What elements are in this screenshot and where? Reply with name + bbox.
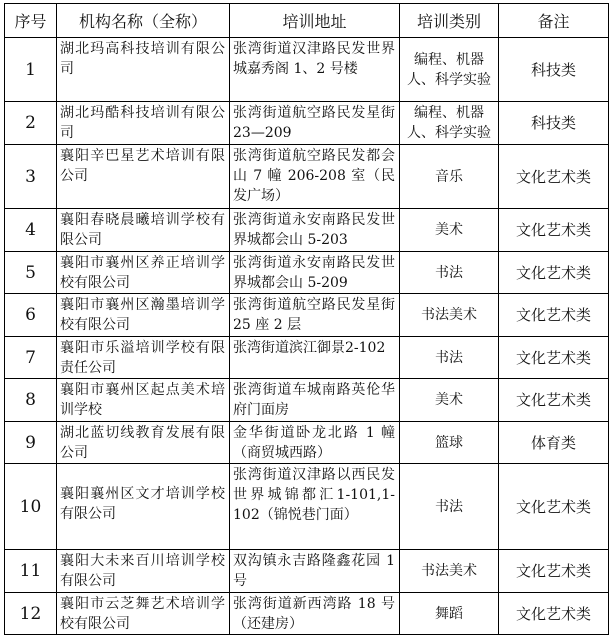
cell-note: 文化艺术类 bbox=[499, 145, 609, 209]
cell-addr bbox=[230, 252, 400, 294]
cell-name-text: 襄阳市云芝舞艺术培训学校有限公司 bbox=[60, 596, 225, 632]
cell-name bbox=[57, 145, 230, 209]
cell-name bbox=[57, 593, 230, 635]
cell-type: 美术 bbox=[400, 379, 499, 422]
table-row bbox=[5, 252, 609, 294]
cell-name bbox=[57, 379, 230, 422]
cell-note: 文化艺术类 bbox=[499, 464, 609, 550]
cell-addr-text: 张湾街道滨江御景2-102 bbox=[233, 340, 386, 356]
training-institutions-table bbox=[4, 3, 609, 635]
cell-type: 书法 bbox=[400, 337, 499, 379]
cell-type: 音乐 bbox=[400, 145, 499, 209]
cell-type: 编程、机器人、科学实验 bbox=[400, 38, 499, 102]
cell-addr bbox=[230, 550, 400, 593]
cell-num: 1 bbox=[5, 38, 57, 102]
cell-name bbox=[57, 422, 230, 464]
cell-addr-text: 双沟镇永吉路隆鑫花园 1 号 bbox=[233, 553, 395, 589]
cell-num: 6 bbox=[5, 294, 57, 337]
table-row bbox=[5, 145, 609, 209]
cell-name-text: 襄阳襄州区文才培训学校有限公司 bbox=[60, 486, 225, 522]
header-addr: 培训地址 bbox=[230, 4, 400, 38]
cell-addr bbox=[230, 294, 400, 337]
cell-addr bbox=[230, 464, 400, 550]
cell-addr-text: 金华街道卧龙北路 1 幢（商贸城西路） bbox=[233, 425, 395, 461]
cell-addr bbox=[230, 38, 400, 102]
table-row bbox=[5, 294, 609, 337]
cell-addr-text: 张湾街道汉津路民发世界城嘉秀阁 1、2 号楼 bbox=[233, 41, 395, 77]
cell-name bbox=[57, 294, 230, 337]
cell-name bbox=[57, 337, 230, 379]
cell-addr bbox=[230, 102, 400, 145]
table-row bbox=[5, 102, 609, 145]
cell-note: 文化艺术类 bbox=[499, 252, 609, 294]
cell-addr-text: 张湾街道航空路民发星街 23—209 bbox=[233, 105, 395, 141]
cell-addr-text: 张湾街道航空路民发星街 25 座 2 层 bbox=[233, 297, 395, 333]
cell-type: 书法美术 bbox=[400, 294, 499, 337]
cell-num: 3 bbox=[5, 145, 57, 209]
cell-addr bbox=[230, 379, 400, 422]
header-num: 序号 bbox=[5, 4, 57, 38]
cell-num: 7 bbox=[5, 337, 57, 379]
cell-note: 文化艺术类 bbox=[499, 550, 609, 593]
cell-addr bbox=[230, 209, 400, 252]
header-name: 机构名称（全称） bbox=[57, 4, 230, 38]
cell-note: 科技类 bbox=[499, 102, 609, 145]
cell-name bbox=[57, 252, 230, 294]
cell-note: 文化艺术类 bbox=[499, 379, 609, 422]
cell-type: 美术 bbox=[400, 209, 499, 252]
cell-num: 12 bbox=[5, 593, 57, 635]
cell-type: 编程、机器人、科学实验 bbox=[400, 102, 499, 145]
cell-name-text: 襄阳大未来百川培训学校有限公司 bbox=[60, 553, 225, 589]
cell-addr bbox=[230, 593, 400, 635]
cell-type: 舞蹈 bbox=[400, 593, 499, 635]
table-row bbox=[5, 209, 609, 252]
cell-addr bbox=[230, 145, 400, 209]
cell-name bbox=[57, 38, 230, 102]
cell-num: 10 bbox=[5, 464, 57, 550]
cell-name-text: 湖北玛酷科技培训有限公司 bbox=[60, 105, 225, 141]
cell-note: 文化艺术类 bbox=[499, 593, 609, 635]
cell-name-text: 襄阳市襄州区养正培训学校有限公司 bbox=[60, 255, 225, 291]
cell-name bbox=[57, 102, 230, 145]
table-row bbox=[5, 379, 609, 422]
table-row bbox=[5, 38, 609, 102]
table-row bbox=[5, 593, 609, 635]
cell-type: 书法 bbox=[400, 252, 499, 294]
cell-num: 9 bbox=[5, 422, 57, 464]
cell-addr-text: 张湾街道新西湾路 18 号（还建房） bbox=[233, 596, 395, 632]
cell-note: 体育类 bbox=[499, 422, 609, 464]
cell-type: 书法 bbox=[400, 464, 499, 550]
cell-name-text: 湖北玛高科技培训有限公司 bbox=[60, 41, 225, 77]
cell-name bbox=[57, 464, 230, 550]
cell-num: 5 bbox=[5, 252, 57, 294]
cell-num: 11 bbox=[5, 550, 57, 593]
cell-addr bbox=[230, 337, 400, 379]
cell-addr-text: 张湾街道永安南路民发世界城都会山 5-209 bbox=[233, 255, 395, 291]
cell-note: 文化艺术类 bbox=[499, 209, 609, 252]
cell-name-text: 襄阳辛巴星艺术培训有限公司 bbox=[60, 148, 225, 184]
cell-name-text: 襄阳市襄州区瀚墨培训学校有限公司 bbox=[60, 297, 225, 333]
table-row bbox=[5, 550, 609, 593]
cell-addr-text: 张湾街道汉津路以西民发世界城锦都汇1-101,1-102（锦悦巷门面） bbox=[233, 467, 395, 523]
cell-name bbox=[57, 550, 230, 593]
cell-name-text: 襄阳市乐溢培训学校有限责任公司 bbox=[60, 340, 225, 376]
cell-type: 篮球 bbox=[400, 422, 499, 464]
header-row bbox=[5, 4, 609, 38]
header-note: 备注 bbox=[499, 4, 609, 38]
header-type: 培训类别 bbox=[400, 4, 499, 38]
cell-note: 科技类 bbox=[499, 38, 609, 102]
cell-name-text: 湖北蓝切线教育发展有限公司 bbox=[60, 425, 225, 461]
cell-addr-text: 张湾街道永安南路民发世界城都会山 5-203 bbox=[233, 212, 395, 248]
table-row bbox=[5, 337, 609, 379]
cell-addr-text: 张湾街道航空路民发都会山 7 幢 206-208 室（民发广场） bbox=[233, 148, 395, 204]
cell-name-text: 襄阳市襄州区起点美术培训学校 bbox=[60, 382, 225, 418]
cell-note: 文化艺术类 bbox=[499, 337, 609, 379]
cell-num: 8 bbox=[5, 379, 57, 422]
table-row bbox=[5, 422, 609, 464]
cell-name-text: 襄阳春晓晨曦培训学校有限公司 bbox=[60, 212, 225, 248]
cell-name bbox=[57, 209, 230, 252]
cell-type: 书法美术 bbox=[400, 550, 499, 593]
cell-num: 4 bbox=[5, 209, 57, 252]
cell-note: 文化艺术类 bbox=[499, 294, 609, 337]
cell-num: 2 bbox=[5, 102, 57, 145]
table-row bbox=[5, 464, 609, 550]
cell-addr-text: 张湾街道车城南路英伦华府门面房 bbox=[233, 382, 395, 418]
cell-addr bbox=[230, 422, 400, 464]
